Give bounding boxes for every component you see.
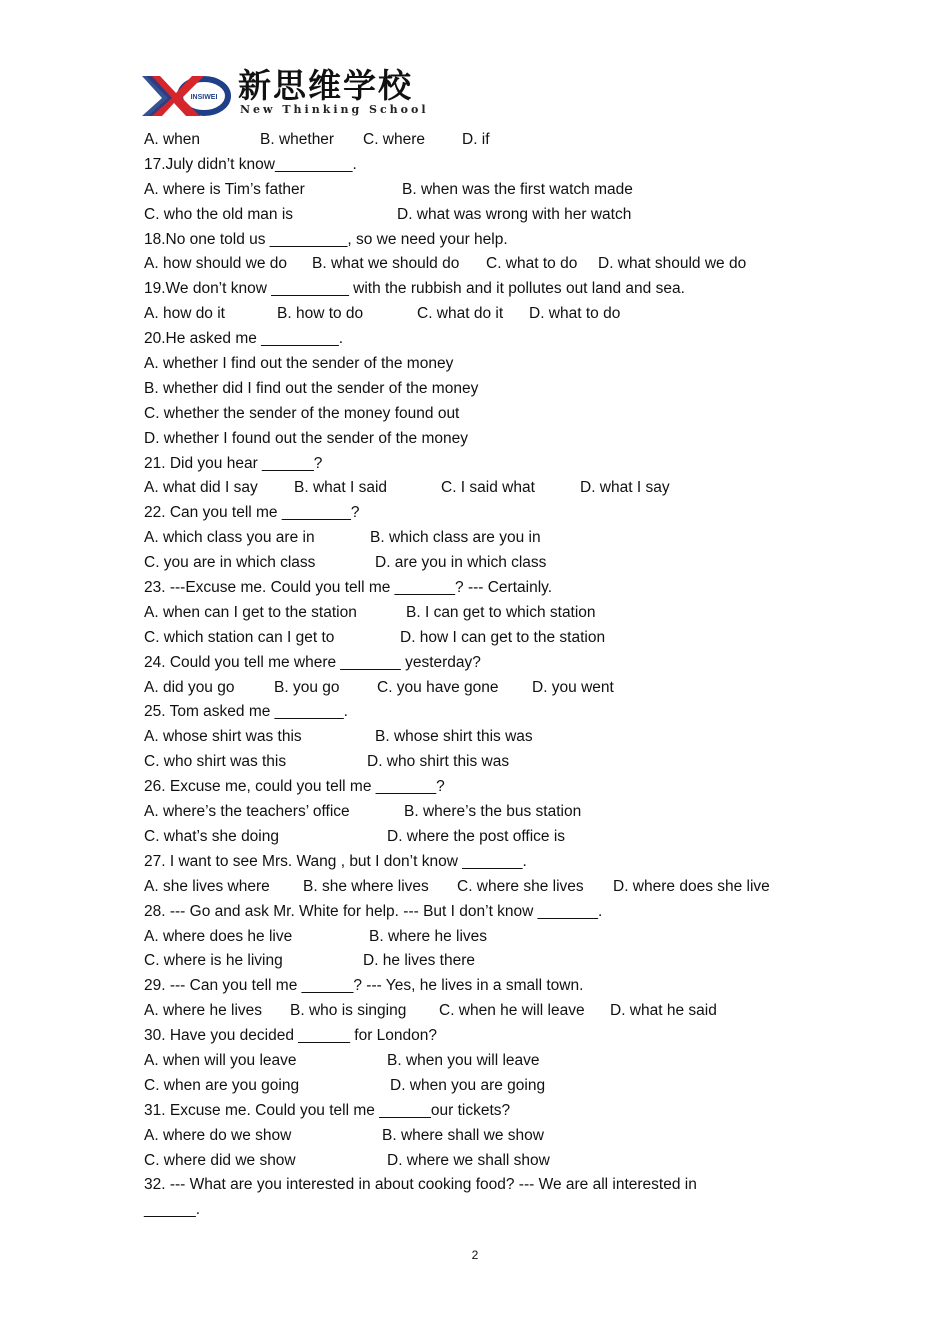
- worksheet-content: [144, 128, 804, 1223]
- xinsiwei-logo-mark: [142, 72, 232, 118]
- answer-options-row: [144, 476, 804, 501]
- answer-option-b: D. where the post office is: [387, 827, 566, 845]
- answer-option-a: C. when are you going: [144, 1076, 300, 1094]
- answer-option-a: C. you are in which class: [144, 554, 316, 572]
- question-line: 22. Can you tell me ________?: [144, 504, 360, 522]
- answer-option-a: A. where he lives: [144, 1002, 263, 1020]
- answer-option-c: C. I said what: [441, 479, 535, 497]
- answer-option-a: A. how should we do: [144, 255, 288, 273]
- answer-option-b: B. what I said: [294, 479, 388, 497]
- answer-option-a: A. when can I get to the station: [144, 603, 357, 621]
- answer-option-a: A. when: [144, 131, 201, 148]
- answer-option-a: A. where’s the teachers’ office: [144, 803, 350, 821]
- question-line: 18.No one told us _________, so we need your help.: [144, 230, 508, 248]
- page-number: 2: [471, 1248, 479, 1262]
- answer-option-a: C. who the old man is: [144, 205, 294, 223]
- answer-options-row: [144, 925, 804, 950]
- answer-option-b: D. he lives there: [363, 952, 475, 970]
- answer-option-a: C. where is he living: [144, 952, 283, 970]
- answer-option-c: C. where she lives: [457, 877, 584, 895]
- answer-option-a: A. where do we show: [144, 1126, 292, 1144]
- answer-option-b: D. how I can get to the station: [400, 628, 606, 646]
- answer-option-b: D. what was wrong with her watch: [397, 205, 632, 223]
- answer-option-d: D. what to do: [529, 305, 621, 323]
- answer-option-d: D. you went: [532, 678, 614, 696]
- answer-options-row: [144, 750, 804, 775]
- answer-option-b: B. whose shirt this was: [375, 728, 533, 746]
- question-line: 27. I want to see Mrs. Wang , but I don’t know _______.: [144, 852, 527, 870]
- answer-option-b: B. who is singing: [290, 1002, 407, 1020]
- answer-options-row: [144, 1074, 804, 1099]
- question-line: ______.: [144, 1201, 201, 1219]
- answer-options-row: [144, 825, 804, 850]
- answer-option-b: D. are you in which class: [375, 554, 547, 572]
- answer-option-d: D. if: [462, 131, 490, 148]
- answer-option-c: C. what to do: [486, 255, 578, 273]
- answer-option-b: B. when was the first watch made: [402, 180, 633, 198]
- answer-option-b: D. when you are going: [390, 1076, 546, 1094]
- question-line: 31. Excuse me. Could you tell me ______our tickets?: [144, 1101, 511, 1119]
- answer-option-b: B. whether: [260, 131, 335, 148]
- answer-option-a: A. which class you are in: [144, 529, 315, 547]
- answer-option-a: A. did you go: [144, 678, 235, 696]
- answer-option-b: B. how to do: [277, 305, 364, 323]
- question-line: 29. --- Can you tell me ______? --- Yes, he lives in a small town.: [144, 977, 584, 995]
- answer-option-b: B. I can get to which station: [406, 603, 596, 621]
- answer-options-row: [144, 178, 804, 203]
- answer-option-b: B. which class are you in: [370, 529, 541, 547]
- answer-option-a: A. she lives where: [144, 877, 270, 895]
- school-name-english: New Thinking School: [240, 103, 429, 116]
- answer-option-b: D. where we shall show: [387, 1151, 550, 1169]
- answer-options-row: [144, 302, 804, 327]
- logo-mark-text: INSIWEI: [190, 94, 218, 101]
- question-line: 17.July didn’t know_________.: [144, 155, 357, 173]
- answer-options-row: [144, 128, 804, 153]
- question-line: 28. --- Go and ask Mr. White for help. --- But I don’t know _______.: [144, 902, 603, 920]
- answer-option-b: B. what we should do: [312, 255, 460, 273]
- answer-option-d: D. where does she live: [613, 877, 770, 895]
- answer-option-a: A. how do it: [144, 305, 225, 323]
- answer-option-b: B. where he lives: [369, 927, 488, 945]
- school-name-chinese: 新思维学校: [238, 66, 413, 105]
- answer-options-row: [144, 1124, 804, 1149]
- question-line: 32. --- What are you interested in about cooking food? --- We are all interested in: [144, 1176, 697, 1194]
- answer-options-row: [144, 252, 804, 277]
- question-line: C. whether the sender of the money found out: [144, 404, 460, 422]
- question-line: 20.He asked me _________.: [144, 330, 344, 348]
- question-line: 21. Did you hear ______?: [144, 454, 323, 472]
- answer-option-c: C. where: [363, 131, 426, 148]
- answer-options-row: [144, 1149, 804, 1174]
- answer-option-a: A. when will you leave: [144, 1051, 297, 1069]
- question-line: 30. Have you decided ______ for London?: [144, 1027, 438, 1045]
- answer-option-d: D. what should we do: [598, 255, 747, 273]
- answer-option-c: C. you have gone: [377, 678, 499, 696]
- question-line: A. whether I find out the sender of the money: [144, 355, 454, 373]
- answer-option-d: D. what he said: [610, 1002, 717, 1020]
- answer-option-b: D. who shirt this was: [367, 753, 510, 771]
- answer-options-row: [144, 551, 804, 576]
- answer-options-row: [144, 601, 804, 626]
- answer-options-row: [144, 626, 804, 651]
- answer-option-c: C. when he will leave: [439, 1002, 585, 1020]
- answer-option-a: C. what’s she doing: [144, 827, 279, 845]
- answer-option-b: B. where’s the bus station: [404, 803, 582, 821]
- answer-options-row: [144, 875, 804, 900]
- answer-options-row: [144, 800, 804, 825]
- answer-option-d: D. what I say: [580, 479, 670, 497]
- question-line: B. whether did I find out the sender of the money: [144, 379, 479, 397]
- question-line: 25. Tom asked me ________.: [144, 703, 348, 721]
- answer-option-a: C. who shirt was this: [144, 753, 287, 771]
- question-line: D. whether I found out the sender of the money: [144, 429, 468, 447]
- answer-option-b: B. you go: [274, 678, 340, 696]
- answer-option-c: C. what do it: [417, 305, 504, 323]
- answer-options-row: [144, 526, 804, 551]
- answer-options-row: [144, 949, 804, 974]
- answer-option-a: A. where is Tim’s father: [144, 180, 305, 198]
- answer-options-row: [144, 725, 804, 750]
- answer-options-row: [144, 203, 804, 228]
- answer-option-b: B. she where lives: [303, 877, 429, 895]
- answer-option-b: B. when you will leave: [387, 1051, 540, 1069]
- answer-options-row: [144, 999, 804, 1024]
- answer-option-b: B. where shall we show: [382, 1126, 544, 1144]
- answer-option-a: A. whose shirt was this: [144, 728, 302, 746]
- answer-option-a: A. where does he live: [144, 927, 293, 945]
- answer-options-row: [144, 1049, 804, 1074]
- answer-option-a: C. where did we show: [144, 1151, 296, 1169]
- answer-options-row: [144, 676, 804, 701]
- question-line: 19.We don’t know _________ with the rubbish and it pollutes out land and sea.: [144, 280, 685, 298]
- answer-option-a: A. what did I say: [144, 479, 258, 497]
- question-line: 26. Excuse me, could you tell me _______?: [144, 778, 445, 796]
- question-line: 24. Could you tell me where _______ yesterday?: [144, 653, 481, 671]
- school-logo: [142, 66, 432, 122]
- answer-option-a: C. which station can I get to: [144, 628, 335, 646]
- question-line: 23. ---Excuse me. Could you tell me _______? --- Certainly.: [144, 579, 553, 597]
